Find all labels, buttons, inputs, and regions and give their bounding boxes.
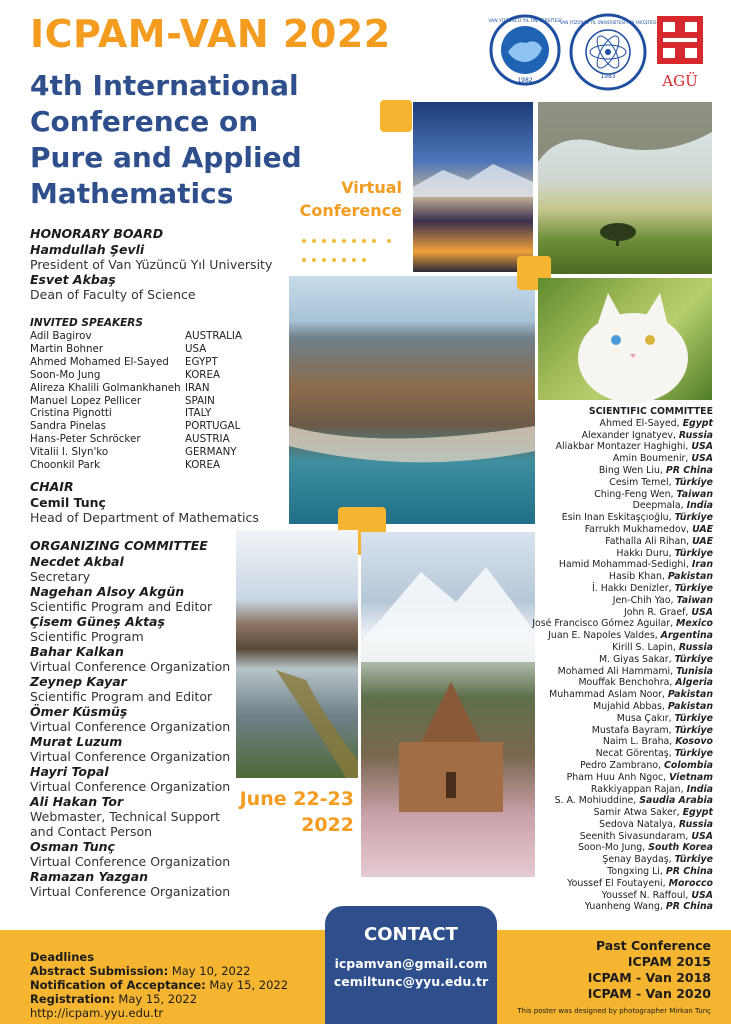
scientific-member-country: Argentina (660, 630, 713, 642)
past-conference-item: ICPAM - Van 2018 (587, 970, 711, 985)
organizing-committee-heading: ORGANIZING COMMITTEE (30, 538, 208, 553)
scientific-member-name: M. Giyas Sakar, (598, 653, 672, 665)
organizer-role: Virtual Conference Organization (30, 884, 231, 899)
organizer-name: Ömer Küsmüş (30, 704, 128, 719)
speaker-name: Cristina Pignotti (30, 407, 112, 420)
scientific-member (383, 441, 713, 453)
scientific-member (383, 583, 713, 595)
decorative-dots (302, 237, 398, 275)
scientific-member-name: Seenith Sivasundaram, (579, 830, 689, 842)
scientific-member-country: Saudia Arabia (639, 795, 713, 807)
organizer-name: Nagehan Alsoy Akgün (30, 584, 185, 599)
scientific-member-name: Cesim Temel, (609, 476, 672, 488)
scientific-member-country: Kosovo (675, 736, 713, 748)
science-faculty-logo (560, 12, 656, 92)
abstract-date: May 10, 2022 (171, 964, 251, 978)
scientific-member-country: Türkiye (674, 724, 713, 736)
contact-email-1[interactable]: icpamvan@gmail.com (334, 956, 488, 971)
honorary-member-name: Hamdullah Şevli (30, 242, 145, 257)
organizer-name: Hayri Topal (30, 764, 109, 779)
invited-speakers-heading: INVITED SPEAKERS (30, 317, 143, 329)
speaker-name: Adil Bagirov (30, 330, 92, 342)
scientific-member (383, 630, 713, 642)
scientific-member-country: Egypt (682, 417, 713, 429)
chair-block (30, 495, 259, 525)
chair-name: Cemil Tunç (30, 495, 106, 510)
organizer-name: Murat Luzum (30, 734, 123, 749)
scientific-member-country: UAE (692, 535, 713, 547)
van-cat-photo (538, 278, 712, 400)
organizer-role: Virtual Conference Organization (30, 659, 231, 674)
scientific-member-name: Kirill S. Lapin, (612, 641, 676, 653)
scientific-member-name: Rakkiyappan Rajan, (590, 783, 684, 795)
scientific-member-name: Juan E. Napoles Valdes, (548, 630, 658, 642)
scientific-member-country: UAE (692, 523, 713, 535)
scientific-member (383, 878, 713, 890)
abstract-label: Abstract Submission: (30, 964, 169, 978)
scientific-member-name: Ching-Feng Wen, (594, 488, 674, 500)
scientific-member-country: Mexico (676, 618, 713, 630)
organizer-name: Necdet Akbal (30, 554, 124, 569)
scientific-member (383, 842, 713, 854)
speaker-country: IRAN (185, 381, 210, 394)
scientific-member (383, 548, 713, 560)
speaker-name: Choonkil Park (30, 459, 101, 472)
scientific-member-country: Russia (678, 429, 713, 441)
svg-text:VAN YÜZÜNCÜ YIL ÜNİVERSİTESİ F: VAN YÜZÜNCÜ YIL ÜNİVERSİTESİ FEN FAKÜLTESİ (560, 20, 656, 25)
scientific-member-country: Türkiye (674, 748, 713, 760)
contact-email-2[interactable]: cemiltunc@yyu.edu.tr (333, 974, 489, 989)
contact-heading: CONTACT (364, 924, 458, 945)
scientific-member-country: India (686, 783, 713, 795)
scientific-member (383, 524, 713, 536)
organizer-name: Zeynep Kayar (30, 674, 127, 689)
scientific-member (383, 654, 713, 666)
scientific-member-country: Russia (678, 818, 713, 830)
organizer-role: Virtual Conference Organization (30, 749, 231, 764)
scientific-member-country: Colombia (664, 759, 713, 771)
scientific-member-name: Mustafa Bayram, (591, 724, 672, 736)
notification-label: Notification of Acceptance: (30, 978, 206, 992)
scientific-member-country: Türkiye (674, 712, 713, 724)
svg-text:VAN YÜZÜNCÜ YIL ÜNİVERSİTESİ: VAN YÜZÜNCÜ YIL ÜNİVERSİTESİ (488, 19, 562, 24)
speaker-name: Vitalii I. Slyn'ko (30, 446, 109, 459)
scientific-member (383, 559, 713, 571)
scientific-member-name: Ahmed El-Sayed, (599, 417, 680, 429)
scientific-member-country: Morocco (668, 877, 713, 889)
scientific-committee-heading: SCIENTIFIC COMMITTEE (588, 406, 713, 417)
scientific-member-name: Pham Huu Anh Ngoc, (566, 771, 667, 783)
organizer-role: Scientific Program and Editor (30, 689, 213, 704)
speaker-name: Ahmed Mohamed El-Sayed (30, 355, 169, 368)
scientific-member-name: Deepmala, (632, 500, 684, 512)
scientific-committee-list (383, 406, 713, 913)
scientific-member-country: PR China (665, 464, 713, 476)
speaker-row (30, 356, 242, 369)
honorary-member-role: Dean of Faculty of Science (30, 287, 196, 302)
scientific-member (383, 713, 713, 725)
scientific-member-country: Pakistan (667, 571, 713, 583)
scientific-member (383, 736, 713, 748)
virtual-label-line-1: Virtual (341, 178, 402, 197)
lake-causeway-photo (236, 530, 358, 778)
scientific-member-name: Bing Wen Liu, (598, 464, 663, 476)
speaker-name: Soon-Mo Jung (30, 368, 101, 381)
conference-dates: June 22-23 (239, 788, 354, 810)
speaker-country: KOREA (185, 368, 220, 381)
poster-credit: This poster was designed by photographer Mirkan Tunç (517, 1007, 711, 1015)
organizer-role: Scientific Program (30, 629, 144, 644)
scientific-member (383, 854, 713, 866)
city-night-photo (413, 102, 533, 272)
scientific-member-name: José Francisco Gómez Aguilar, (532, 618, 674, 630)
scientific-member-country: Türkiye (674, 547, 713, 559)
scientific-member (383, 418, 713, 430)
speaker-row (30, 330, 242, 343)
organizer-role: Virtual Conference Organization (30, 854, 231, 869)
registration-date: May 15, 2022 (118, 992, 198, 1006)
scientific-member-country: Türkiye (674, 582, 713, 594)
honorary-member-name: Esvet Akbaş (30, 272, 116, 287)
speaker-name: Martin Bohner (30, 342, 104, 355)
past-conference-heading: Past Conference (595, 938, 711, 953)
scientific-member (383, 701, 713, 713)
speaker-row (30, 343, 242, 356)
scientific-member (383, 866, 713, 878)
organizer-role: Scientific Program and Editor (30, 599, 213, 614)
scientific-member-name: Mouffak Benchohra, (578, 677, 673, 689)
notification-date: May 15, 2022 (209, 978, 289, 992)
scientific-member-country: Türkiye (674, 653, 713, 665)
scientific-member (383, 512, 713, 524)
speaker-country: GERMANY (185, 446, 237, 459)
speaker-country: SPAIN (185, 394, 215, 407)
organizer-name: Çisem Güneş Aktaş (30, 614, 165, 629)
scientific-member (383, 536, 713, 548)
scientific-member-name: Hamid Mohammad-Sedighi, (558, 559, 689, 571)
scientific-member (383, 772, 713, 784)
speaker-row (30, 369, 242, 382)
speaker-country: PORTUGAL (185, 420, 241, 433)
conference-subtitle-line-1: 4th International (30, 69, 299, 102)
virtual-label-line-2: Conference (299, 201, 402, 220)
scientific-member-country: Algeria (675, 677, 713, 689)
scientific-member-name: Jen-Chih Yao, (612, 594, 674, 606)
scientific-member-name: Sedova Natalya, (599, 818, 676, 830)
scientific-member (383, 677, 713, 689)
scientific-member-name: Mujahid Abbas, (593, 700, 665, 712)
scientific-member (383, 453, 713, 465)
conference-subtitle-line-4: Mathematics (30, 177, 234, 210)
past-conferences (588, 938, 711, 1002)
conference-title: ICPAM-VAN 2022 (30, 12, 391, 56)
agu-logo (655, 14, 705, 90)
invited-speakers-list (30, 330, 242, 472)
scientific-member (383, 571, 713, 583)
scientific-member (383, 607, 713, 619)
scientific-member-country: USA (691, 441, 713, 453)
scientific-member-name: Musa Çakır, (616, 712, 672, 724)
speaker-row (30, 382, 242, 395)
agu-logo-text: AGÜ (662, 72, 698, 90)
speaker-row (30, 407, 242, 420)
speaker-name: Hans-Peter Schröcker (30, 433, 141, 446)
past-conference-item: ICPAM 2015 (627, 954, 711, 969)
scientific-member (383, 666, 713, 678)
scientific-member-country: PR China (665, 866, 713, 878)
scientific-member-name: Pedro Zambrano, (580, 759, 662, 771)
conference-subtitle-line-2: Conference on (30, 105, 259, 138)
scientific-member (383, 760, 713, 772)
scientific-member (383, 430, 713, 442)
organizer-name: Ramazan Yazgan (30, 869, 149, 884)
scientific-member-name: Naim L. Braha, (602, 736, 673, 748)
scientific-member (383, 795, 713, 807)
speaker-country: AUSTRIA (185, 433, 230, 446)
tree-landscape-photo (538, 102, 712, 274)
scientific-member-country: USA (691, 830, 713, 842)
scientific-member-country: Vietnam (669, 771, 713, 783)
scientific-member-name: Alexander Ignatyev, (581, 429, 676, 441)
conference-subtitle-line-3: Pure and Applied (30, 141, 302, 174)
svg-text:1983: 1983 (600, 73, 616, 80)
scientific-member-country: Türkiye (674, 512, 713, 524)
speaker-name: Sandra Pinelas (30, 420, 106, 433)
organizing-committee-list (30, 554, 235, 899)
speaker-row (30, 420, 242, 433)
scientific-member-country: Pakistan (667, 689, 713, 701)
scientific-member-country: USA (691, 453, 713, 465)
organizer-role: Secretary (30, 569, 91, 584)
scientific-member-name: Hasib Khan, (608, 571, 665, 583)
speaker-row (30, 446, 242, 459)
scientific-member (383, 477, 713, 489)
scientific-member (383, 465, 713, 477)
organizer-role: Virtual Conference Organization (30, 779, 231, 794)
organizer-role: Virtual Conference Organization (30, 719, 231, 734)
accent-square (380, 100, 412, 132)
honorary-member-role: President of Van Yüzüncü Yıl University (30, 257, 273, 272)
scientific-member-name: Necat Görentaş, (595, 748, 672, 760)
scientific-member-name: Hakkı Duru, (616, 547, 672, 559)
scientific-member-name: John R. Graef, (623, 606, 689, 618)
scientific-member-name: Muhammad Aslam Noor, (549, 689, 665, 701)
speaker-row (30, 395, 242, 408)
scientific-member (383, 831, 713, 843)
scientific-member-country: PR China (665, 901, 713, 913)
scientific-member-name: Şenay Baydaş, (602, 854, 672, 866)
scientific-member-country: South Korea (648, 842, 713, 854)
conference-year: 2022 (301, 814, 354, 836)
speaker-country: ITALY (185, 407, 212, 420)
scientific-member-name: Tongxing Li, (607, 866, 663, 878)
speaker-country: USA (185, 342, 207, 355)
scientific-member-name: Yuanheng Wang, (584, 901, 663, 913)
scientific-member-country: Egypt (682, 807, 713, 819)
scientific-member-name: Aliakbar Montazer Haghighi, (555, 441, 689, 453)
scientific-member (383, 595, 713, 607)
scientific-member-name: Amin Boumenir, (612, 453, 689, 465)
scientific-member-name: Mohamed Ali Hammami, (557, 665, 674, 677)
scientific-member-country: Taiwan (676, 594, 713, 606)
yyu-university-logo (490, 10, 560, 90)
scientific-member-name: Youssef El Foutayeni, (567, 877, 666, 889)
chair-role: Head of Department of Mathematics (30, 510, 259, 525)
scientific-member-country: Russia (678, 641, 713, 653)
speaker-country: AUSTRALIA (185, 330, 243, 342)
speaker-country: EGYPT (185, 355, 218, 368)
scientific-member (383, 489, 713, 501)
svg-text:1982: 1982 (517, 77, 533, 84)
organizer-name: Ali Hakan Tor (30, 794, 124, 809)
scientific-member-name: Soon-Mo Jung, (578, 842, 646, 854)
scientific-member-country: Taiwan (676, 488, 713, 500)
scientific-member-country: Iran (691, 559, 713, 571)
scientific-member-name: S. A. Mohiuddine, (554, 795, 637, 807)
scientific-member-country: Türkiye (674, 854, 713, 866)
honorary-board-list (30, 242, 272, 302)
scientific-member-name: Samir Atwa Saker, (593, 807, 680, 819)
chair-heading: CHAIR (30, 479, 74, 494)
organizer-name: Osman Tunç (30, 839, 115, 854)
speaker-country: KOREA (185, 459, 220, 472)
scientific-member-country: USA (691, 889, 713, 901)
scientific-member-name: Farrukh Mukhamedov, (584, 523, 690, 535)
scientific-member (383, 890, 713, 902)
honorary-board-heading: HONORARY BOARD (30, 226, 164, 241)
scientific-member-country: Türkiye (674, 476, 713, 488)
scientific-member (383, 689, 713, 701)
past-conference-item: ICPAM - Van 2020 (587, 986, 711, 1001)
deadlines-heading: Deadlines (30, 950, 95, 964)
organizer-role: Webmaster, Technical Support and Contact Person (30, 809, 221, 839)
scientific-member-country: USA (691, 606, 713, 618)
speaker-name: Manuel Lopez Pellicer (30, 394, 142, 407)
speaker-name: Alireza Khalili Golmankhaneh (30, 381, 181, 394)
website-link[interactable]: http://icpam.yyu.edu.tr (30, 1006, 164, 1020)
scientific-member (383, 807, 713, 819)
scientific-member-country: Tunisia (676, 665, 713, 677)
organizer-name: Bahar Kalkan (30, 644, 124, 659)
scientific-member (383, 784, 713, 796)
scientific-member (383, 642, 713, 654)
scientific-member-name: İ. Hakkı Denizler, (591, 582, 672, 594)
scientific-member (383, 725, 713, 737)
scientific-member-name: Youssef N. Raffoul, (601, 889, 689, 901)
speaker-row (30, 459, 242, 472)
scientific-member-name: Fathalla Ali Rihan, (605, 535, 690, 547)
scientific-member (383, 500, 713, 512)
scientific-member-country: Pakistan (667, 700, 713, 712)
scientific-member-country: India (686, 500, 713, 512)
scientific-member (383, 819, 713, 831)
scientific-member (383, 618, 713, 630)
registration-label: Registration: (30, 992, 115, 1006)
deadlines-block (30, 950, 288, 1020)
speaker-row (30, 433, 242, 446)
scientific-member-name: Esin Inan Eskitaşçıoğlu, (561, 512, 672, 524)
scientific-member (383, 748, 713, 760)
